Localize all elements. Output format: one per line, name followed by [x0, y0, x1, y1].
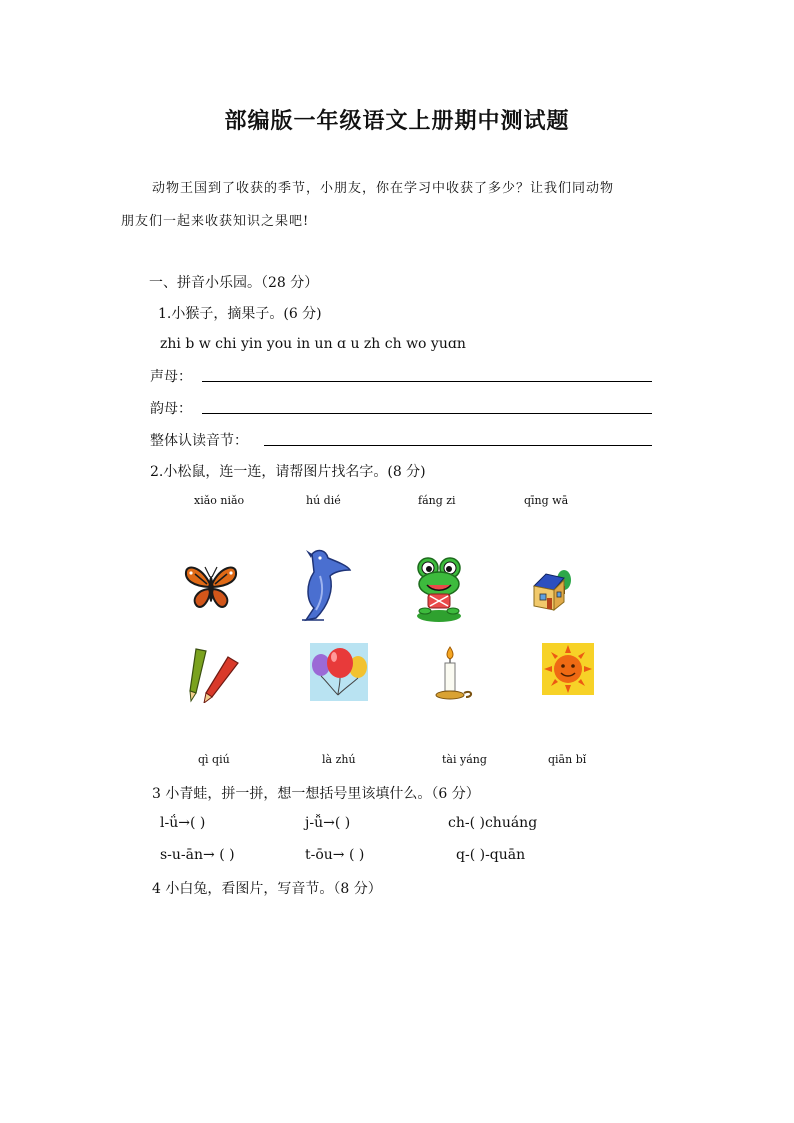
q1-syllables: zhi b w chi yin you in un ɑ u zh ch wo yuɑn — [160, 336, 466, 352]
pinyin-top-2: hú dié — [306, 494, 341, 507]
pinyin-top-3: fáng zi — [418, 494, 456, 507]
q3-row1-item2[interactable]: j-ǚ→( ) — [305, 815, 351, 831]
intro-line-1: 动物王国到了收获的季节，小朋友，你在学习中收获了多少？让我们同动物 — [152, 181, 615, 196]
intro-line-2: 朋友们一起来收获知识之果吧! — [121, 214, 310, 229]
house-icon[interactable] — [530, 566, 572, 614]
q3-row1-item3[interactable]: ch-( )chuáng — [448, 815, 538, 831]
pinyin-bottom-3: tài yáng — [442, 753, 487, 766]
q3-row2-item2[interactable]: t-ōu→ ( ) — [305, 847, 365, 863]
sun-icon[interactable] — [542, 643, 594, 695]
q4-title: 4 小白兔，看图片，写音节。（8 分） — [152, 881, 382, 897]
butterfly-icon[interactable] — [183, 562, 239, 612]
q2-title: 2.小松鼠，连一连，请帮图片找名字。(8 分) — [150, 464, 426, 480]
q1-title: 1.小猴子，摘果子。(6 分) — [158, 306, 322, 322]
pinyin-bottom-1: qì qiú — [198, 753, 230, 766]
initial-label: 声母： — [150, 369, 192, 385]
initial-answer-line[interactable] — [202, 381, 652, 382]
section-1-heading: 一、拼音小乐园。（28 分） — [149, 275, 319, 291]
bird-icon[interactable] — [294, 546, 356, 624]
candle-icon[interactable] — [428, 643, 476, 703]
balloons-icon[interactable] — [310, 643, 368, 701]
pinyin-top-4: qīng wā — [524, 494, 569, 507]
q3-row2-item3[interactable]: q-( )-quān — [456, 847, 526, 863]
pinyin-top-1: xiǎo niǎo — [194, 494, 245, 507]
page-title: 部编版一年级语文上册期中测试题 — [224, 108, 570, 134]
q3-row1-item1[interactable]: l-ǘ→( ) — [160, 815, 206, 831]
final-label: 韵母： — [150, 401, 192, 417]
whole-syllable-label: 整体认读音节： — [150, 433, 248, 449]
pinyin-bottom-4: qiān bǐ — [548, 753, 587, 766]
whole-syllable-answer-line[interactable] — [264, 445, 652, 446]
q3-title: 3 小青蛙，拼一拼，想一想括号里该填什么。（6 分） — [152, 786, 480, 802]
pencils-icon[interactable] — [184, 643, 244, 703]
q3-row2-item1[interactable]: s-u-ān→ ( ) — [160, 847, 235, 863]
pinyin-bottom-2: là zhú — [322, 753, 356, 766]
frog-icon[interactable] — [415, 556, 463, 624]
final-answer-line[interactable] — [202, 413, 652, 414]
